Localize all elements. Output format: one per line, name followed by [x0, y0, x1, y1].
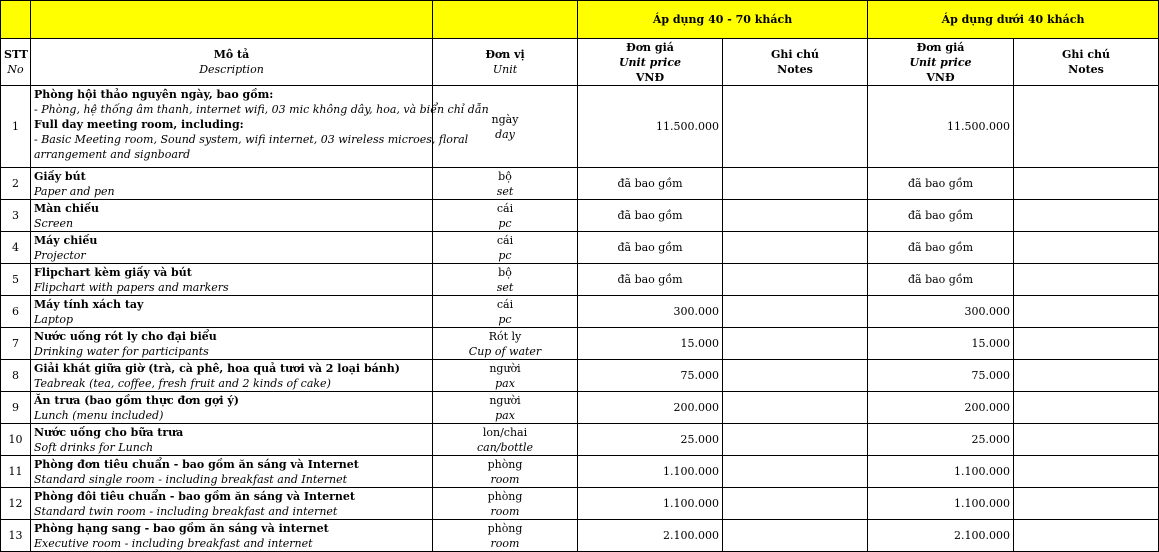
row-number: 2 — [1, 168, 31, 200]
row-price-under-40: 11.500.000 — [868, 86, 1014, 168]
unit-header: Đơn vị Unit — [433, 39, 578, 86]
row-unit: bộ set — [433, 264, 578, 296]
row-notes-40-70 — [723, 86, 868, 168]
row-price-40-70: 2.100.000 — [578, 520, 723, 552]
row-price-40-70: 300.000 — [578, 296, 723, 328]
row-description: Giải khát giữa giờ (trà, cà phê, hoa quả tươi và 2 loại bánh) Teabreak (tea, coffee, fresh fruit and 2 kinds of cake) — [31, 360, 433, 392]
row-price-under-40: đã bao gồm — [868, 168, 1014, 200]
unit-price-header: Đơn giá Unit price VNĐ — [578, 39, 723, 86]
row-number: 1 — [1, 86, 31, 168]
group-40-70-header: Áp dụng 40 - 70 khách — [578, 1, 868, 39]
row-description: Màn chiếu Screen — [31, 200, 433, 232]
row-description: Nước uống cho bữa trưa Soft drinks for Lunch — [31, 424, 433, 456]
row-notes-40-70 — [723, 264, 868, 296]
row-notes-under-40 — [1014, 328, 1159, 360]
row-description: Giấy bút Paper and pen — [31, 168, 433, 200]
row-number: 11 — [1, 456, 31, 488]
row-notes-40-70 — [723, 168, 868, 200]
row-notes-40-70 — [723, 200, 868, 232]
column-header-row — [1, 39, 1159, 86]
row-notes-40-70 — [723, 456, 868, 488]
row-notes-under-40 — [1014, 168, 1159, 200]
row-price-40-70: đã bao gồm — [578, 168, 723, 200]
row-price-40-70: 200.000 — [578, 392, 723, 424]
row-notes-40-70 — [723, 296, 868, 328]
row-price-under-40: đã bao gồm — [868, 264, 1014, 296]
row-description: Máy chiếu Projector — [31, 232, 433, 264]
row-unit: lon/chai can/bottle — [433, 424, 578, 456]
row-price-under-40: 2.100.000 — [868, 520, 1014, 552]
row-price-40-70: đã bao gồm — [578, 200, 723, 232]
table-row — [1, 86, 1159, 168]
row-unit: phòng room — [433, 488, 578, 520]
row-unit: người pax — [433, 392, 578, 424]
unit-price-header: Đơn giá Unit price VNĐ — [868, 39, 1014, 86]
row-price-40-70: 15.000 — [578, 328, 723, 360]
row-notes-under-40 — [1014, 200, 1159, 232]
row-notes-under-40 — [1014, 264, 1159, 296]
header-blank-cell — [1, 1, 31, 39]
notes-header: Ghi chú Notes — [723, 39, 868, 86]
stt-header: STT No — [1, 39, 31, 86]
row-description: Phòng hội thảo nguyên ngày, bao gồm: - Phòng, hệ thống âm thanh, internet wifi, 03 mic không dây, hoa, và biển chỉ dẫn Full day meeting room, including: - Basic Meeting room, Sound system, wifi internet, 03 wireless microes, floral arrangement and signboard — [31, 86, 433, 168]
group-under-40-header: Áp dụng dưới 40 khách — [868, 1, 1159, 39]
row-unit: phòng room — [433, 520, 578, 552]
row-unit: phòng room — [433, 456, 578, 488]
row-price-under-40: 75.000 — [868, 360, 1014, 392]
table-body — [1, 168, 1159, 552]
row-description: Flipchart kèm giấy và bút Flipchart with papers and markers — [31, 264, 433, 296]
row-price-40-70: 1.100.000 — [578, 488, 723, 520]
row-unit: cái pc — [433, 200, 578, 232]
row-price-under-40: 1.100.000 — [868, 488, 1014, 520]
row-price-under-40: 15.000 — [868, 328, 1014, 360]
table-row — [1, 200, 1159, 232]
row-notes-under-40 — [1014, 456, 1159, 488]
row-price-under-40: 300.000 — [868, 296, 1014, 328]
row-price-40-70: đã bao gồm — [578, 264, 723, 296]
group-header-row — [1, 1, 1159, 39]
row-notes-under-40 — [1014, 520, 1159, 552]
row-number: 13 — [1, 520, 31, 552]
row-description: Phòng hạng sang - bao gồm ăn sáng và internet Executive room - including breakfast and internet — [31, 520, 433, 552]
row-notes-under-40 — [1014, 86, 1159, 168]
row-price-40-70: 11.500.000 — [578, 86, 723, 168]
table-row — [1, 520, 1159, 552]
row-unit: cái pc — [433, 232, 578, 264]
row-number: 7 — [1, 328, 31, 360]
row-price-40-70: 25.000 — [578, 424, 723, 456]
row-number: 10 — [1, 424, 31, 456]
row-price-under-40: 25.000 — [868, 424, 1014, 456]
table-row — [1, 360, 1159, 392]
row-number: 8 — [1, 360, 31, 392]
row-unit: ngày day — [433, 86, 578, 168]
row-notes-under-40 — [1014, 232, 1159, 264]
row-notes-40-70 — [723, 360, 868, 392]
row-number: 4 — [1, 232, 31, 264]
table-row — [1, 392, 1159, 424]
row-unit: bộ set — [433, 168, 578, 200]
row-description: Ăn trưa (bao gồm thực đơn gợi ý) Lunch (menu included) — [31, 392, 433, 424]
row-notes-under-40 — [1014, 392, 1159, 424]
row-notes-under-40 — [1014, 296, 1159, 328]
description-header: Mô tả Description — [31, 39, 433, 86]
row-unit: cái pc — [433, 296, 578, 328]
row-number: 5 — [1, 264, 31, 296]
row-notes-under-40 — [1014, 360, 1159, 392]
row-unit: Rót ly Cup of water — [433, 328, 578, 360]
table-row — [1, 232, 1159, 264]
row-notes-40-70 — [723, 392, 868, 424]
table-row — [1, 488, 1159, 520]
header-blank-cell — [433, 1, 578, 39]
row-description: Máy tính xách tay Laptop — [31, 296, 433, 328]
row-number: 12 — [1, 488, 31, 520]
row-price-under-40: 200.000 — [868, 392, 1014, 424]
row-description: Phòng đơn tiêu chuẩn - bao gồm ăn sáng và Internet Standard single room - including breakfast and Internet — [31, 456, 433, 488]
row-price-40-70: 1.100.000 — [578, 456, 723, 488]
row-notes-under-40 — [1014, 424, 1159, 456]
table-row — [1, 456, 1159, 488]
row-price-40-70: đã bao gồm — [578, 232, 723, 264]
row-price-under-40: đã bao gồm — [868, 232, 1014, 264]
notes-header: Ghi chú Notes — [1014, 39, 1159, 86]
row-number: 6 — [1, 296, 31, 328]
row-number: 9 — [1, 392, 31, 424]
row-unit: người pax — [433, 360, 578, 392]
row-price-40-70: 75.000 — [578, 360, 723, 392]
row-notes-40-70 — [723, 232, 868, 264]
header-blank-cell — [31, 1, 433, 39]
row-price-under-40: đã bao gồm — [868, 200, 1014, 232]
row-description: Phòng đôi tiêu chuẩn - bao gồm ăn sáng và Internet Standard twin room - including breakfast and internet — [31, 488, 433, 520]
row-number: 3 — [1, 200, 31, 232]
row-notes-40-70 — [723, 520, 868, 552]
row-notes-40-70 — [723, 328, 868, 360]
row-notes-40-70 — [723, 424, 868, 456]
table-row — [1, 424, 1159, 456]
row-notes-40-70 — [723, 488, 868, 520]
table-row — [1, 296, 1159, 328]
table-row — [1, 168, 1159, 200]
table-row — [1, 328, 1159, 360]
table-row — [1, 264, 1159, 296]
row-notes-under-40 — [1014, 488, 1159, 520]
row-description: Nước uống rót ly cho đại biểu Drinking water for participants — [31, 328, 433, 360]
row-price-under-40: 1.100.000 — [868, 456, 1014, 488]
